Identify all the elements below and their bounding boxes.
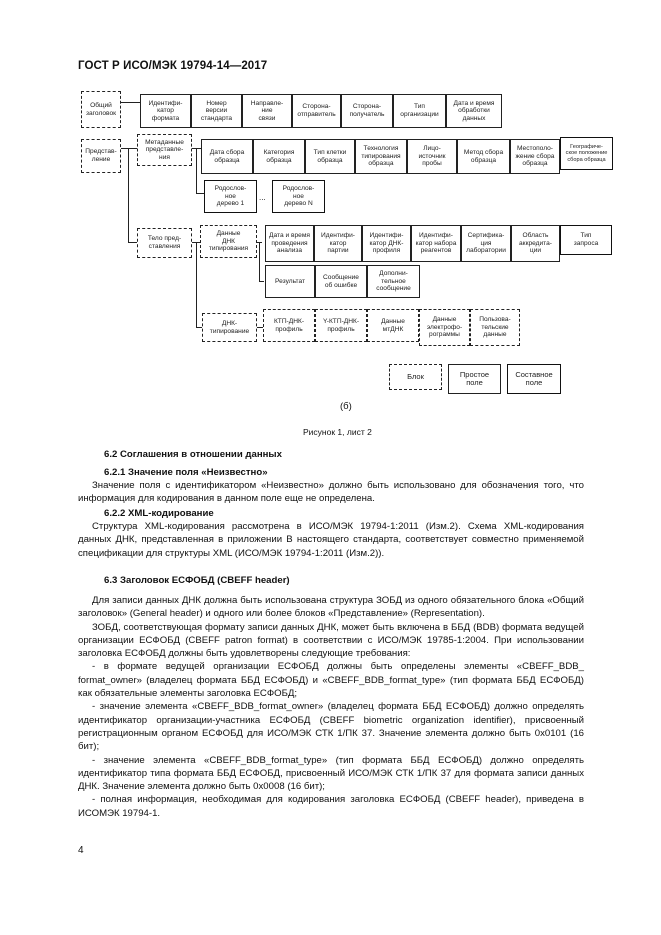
td-field: Сертифика- ция лаборатории xyxy=(461,225,511,262)
gh-field: Идентифи- катор формата xyxy=(140,94,191,128)
pedigree-tree-1: Родослов- ное дерево 1 xyxy=(204,180,257,213)
dt-field: Y-КТП-ДНК- профиль xyxy=(315,309,367,342)
connector xyxy=(196,148,197,194)
legend-block: Блок xyxy=(389,364,442,390)
section-heading: 6.2 Соглашения в отношении данных xyxy=(104,449,282,460)
representation-block: Представ- ление xyxy=(81,139,121,173)
connector xyxy=(196,193,204,194)
metadata-block: Метаданные представле- ния xyxy=(137,134,192,166)
md-field: Технология типирования образца xyxy=(355,139,407,174)
td-field: Идентифи- катор ДНК- профиля xyxy=(362,225,411,262)
md-field: Лицо- источник пробы xyxy=(407,139,457,174)
gh-field: Дата и время обработки данных xyxy=(446,94,502,128)
connector xyxy=(196,242,197,327)
representation-body-block: Тело пред- ставления xyxy=(137,228,192,258)
md-field: Метод сбора образца xyxy=(457,139,510,174)
md-field: Местополо- жение сбора образца xyxy=(510,139,560,174)
td-field: Дата и время проведения анализа xyxy=(265,225,314,262)
document-header: ГОСТ Р ИСО/МЭК 19794-14—2017 xyxy=(78,60,268,72)
td-field: Результат xyxy=(265,265,315,298)
md-field: Категория образца xyxy=(253,139,305,174)
pedigree-tree-n: Родослов- ное дерево N xyxy=(272,180,325,213)
dt-field: КТП-ДНК- профиль xyxy=(263,309,315,342)
gh-field: Сторона- получатель xyxy=(341,94,393,128)
section-heading: 6.2.2 XML-кодирование xyxy=(104,508,214,519)
td-field: Дополни- тельное сообщение xyxy=(367,265,420,298)
figure-caption: Рисунок 1, лист 2 xyxy=(303,427,372,437)
section-heading: 6.3 Заголовок ЕСФОБД (CBEFF header) xyxy=(104,575,290,586)
dt-field: Данные мтДНК xyxy=(367,309,419,342)
diagram-sublabel: (б) xyxy=(340,401,352,412)
md-field: Тип клетки образца xyxy=(305,139,355,174)
legend-simple-field: Простое поле xyxy=(448,364,501,394)
dna-typing-block: ДНК- типирование xyxy=(202,313,257,342)
connector xyxy=(128,148,137,149)
dna-typing-data-block: Данные ДНК типирования xyxy=(200,225,257,258)
connector xyxy=(259,281,264,282)
td-field: Область аккредита- ции xyxy=(511,225,560,262)
connector xyxy=(128,242,137,243)
dt-field: Данные электрофо- рограммы xyxy=(419,309,470,346)
page-number: 4 xyxy=(78,845,84,856)
md-field: Дата сбора образца xyxy=(201,139,253,174)
connector xyxy=(120,102,140,103)
legend-composite-field: Составное поле xyxy=(507,364,561,394)
connector xyxy=(259,242,260,282)
gh-field: Сторона- отправитель xyxy=(292,94,341,128)
gh-field: Номер версии стандарта xyxy=(191,94,242,128)
paragraph: Структура XML-кодирования рассмотрена в ИСО/МЭК 19794-1:2011 (Изм.2). Схема XML-кодирования данных ДНК, представленная в приложении В настоящего стандарта, соответствует совместно применяемой спецификации для структуры XML (ИСО/МЭК 19794-1:2011 (Изм.2)). xyxy=(78,521,584,559)
gh-field: Тип организации xyxy=(393,94,446,128)
paragraph: Значение поля с идентификатором «Неизвестно» должно быть использовано для обозначения того, что информация для кодирования в данном поле еще не определена. xyxy=(78,480,584,505)
td-field: Идентифи- катор партии xyxy=(314,225,362,262)
td-field: Тип запроса xyxy=(560,225,612,255)
pedigree-ellipsis: ... xyxy=(259,193,266,202)
connector xyxy=(128,148,129,242)
section-heading: 6.2.1 Значение поля «Неизвестно» xyxy=(104,467,268,478)
paragraph: Для записи данных ДНК должна быть использована структура ЗОБД из одного обязательного блока «Общий заголовок» (General header) и одного или более блоков «Представление» (Representation). ЗОБД, соответствующая формату записи данных ДНК, может быть включена в ББД (BDB) формата ведущей организации ЕСФОБД (CBEFF patron format) в соответствии с ИСО/МЭК 19785-1:2004. При использовании заголовка ЕСФОБД должны быть удовлетворены следующие требования: - в формате ведущей организации ЕСФОБД должны быть определены элементы «CBEFF_BDB_ format_owner» (владелец формата ББД ЕСФОБД) и «CBEFF_BDB_format_type» (тип формата ББД ЕСФОБД) как обязательные элементы заголовка ЕСФОБД; - значение элемента «CBEFF_BDB_format_owner» (владелец формата ББД ЕСФОБД) должно определять идентификатор организации-участника ЕСФОБД (CBEFF biometric organization identifier), присвоенный регистрационным органом ЕСФОБД для ИСО/МЭК СТК 1/ПК 37. Значение элемента должно быть 0x0101 (16 бит); - значение элемента «CBEFF_BDB_format_type» (тип формата ББД ЕСФОБД) должно определять идентификатор типа формата ББД ЕСФОБД, присвоенный ИСО/МЭК СТК 1/ПК 37 для формата записи данных ДНК. Значение элемента должно быть 0x0008 (16 бит); - полная информация, необходимая для кодирования заголовка ЕСФОБД (CBEFF header), приведена в ИСОМЭК 19794-1. xyxy=(78,595,584,819)
td-field: Идентифи- катор набора реагентов xyxy=(411,225,461,262)
md-field: Географиче- ское положение сбора образца xyxy=(560,137,613,170)
td-field: Сообщение об ошибке xyxy=(315,265,367,298)
gh-field: Направле- ние связи xyxy=(242,94,292,128)
dt-field: Пользова- тельские данные xyxy=(470,309,520,346)
general-header-block: Общий заголовок xyxy=(81,91,121,128)
